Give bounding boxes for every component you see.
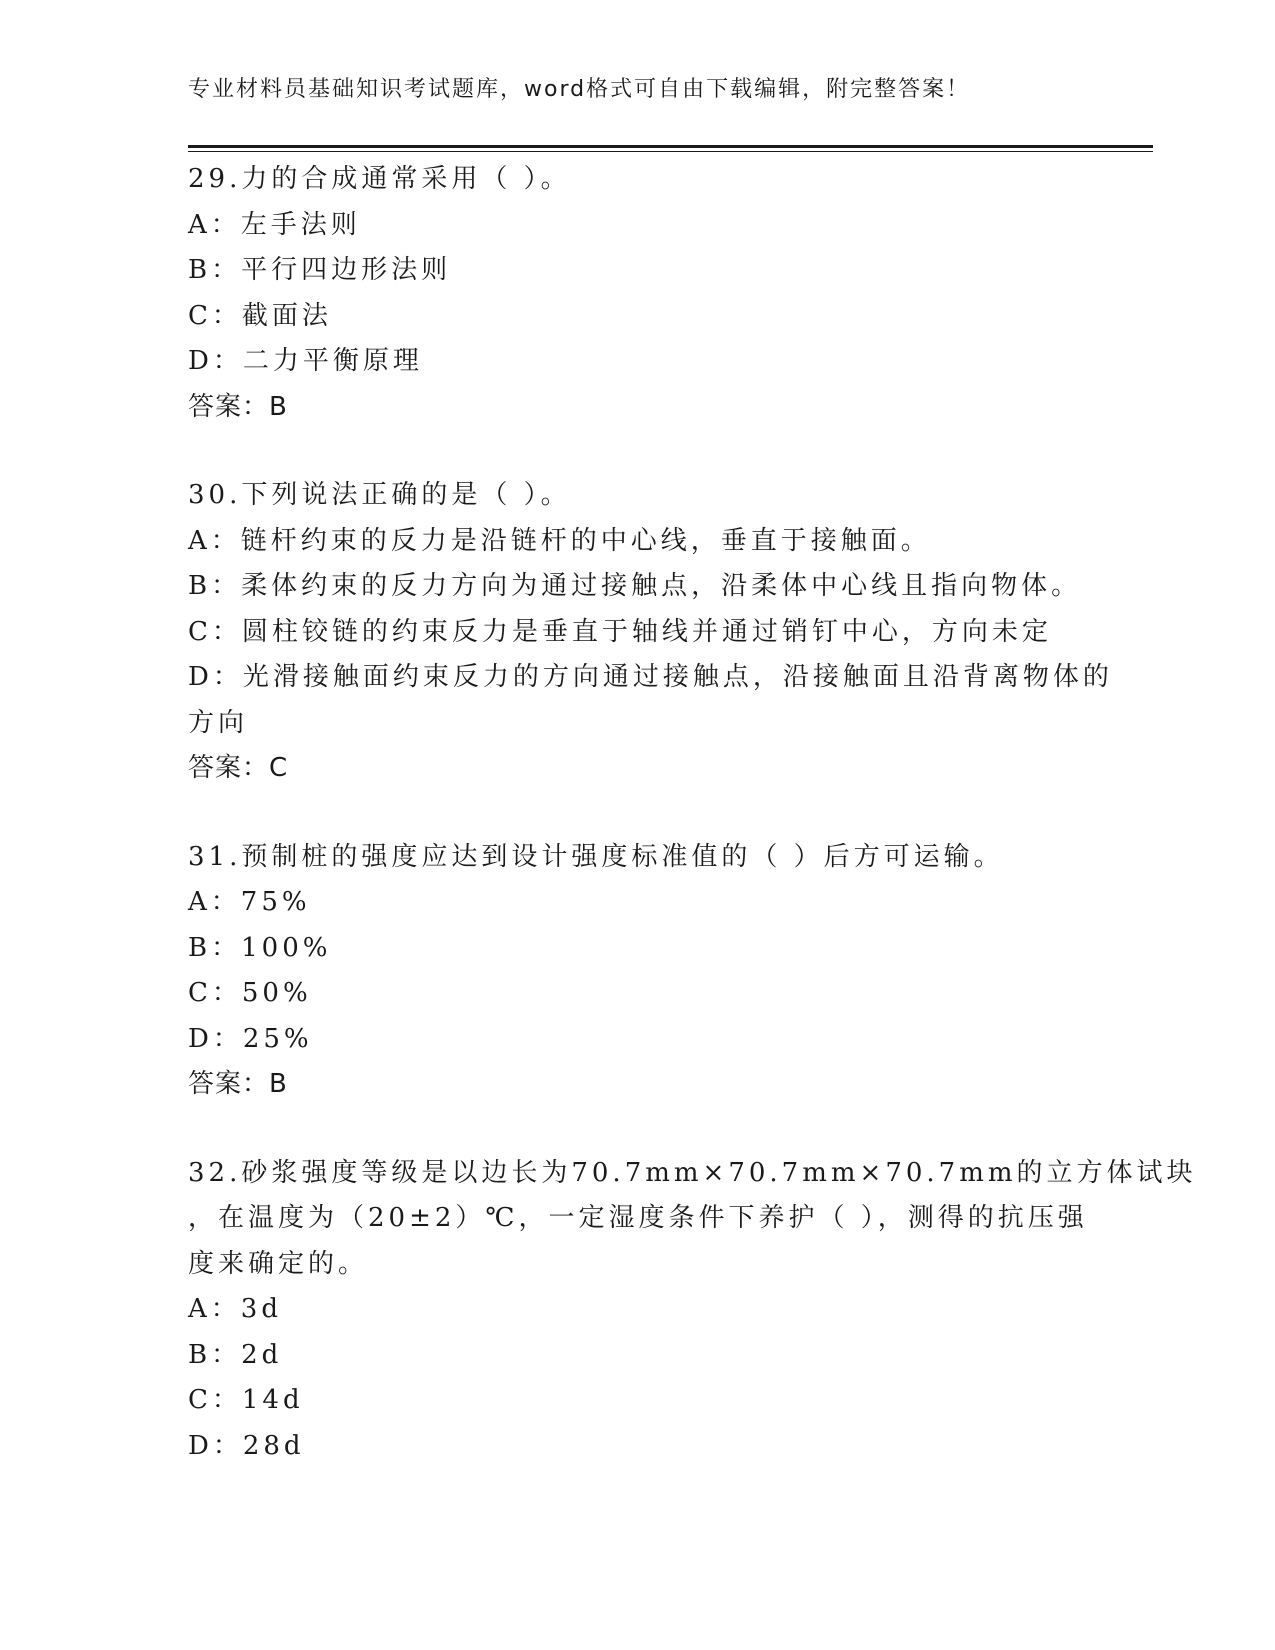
question-stem: 32.砂浆强度等级是以边长为70.7mm×70.7mm×70.7mm的立方体试块 [188,1157,1197,1188]
option-d: D：28d [188,1430,305,1461]
question-list [188,157,1197,1512]
option-b: B：100% [188,932,332,963]
option-c: C：圆柱铰链的约束反力是垂直于轴线并通过销钉中心，方向未定 [188,616,1052,647]
page-header: 专业材料员基础知识考试题库，word格式可自由下载编辑，附完整答案！ [188,77,971,102]
question-stem-line-3: 度来确定的。 [188,1248,369,1279]
option-a: A：3d [188,1294,282,1324]
question-31 [188,835,1088,1108]
answer: 答案：B [188,391,288,422]
option-c: C：50% [188,978,312,1008]
option-c: C：14d [188,1385,304,1415]
question-30 [188,473,1113,792]
option-d-continued: 方向 [188,707,249,738]
header-divider [188,145,1153,148]
answer: 答案：B [188,1069,288,1099]
question-29 [188,157,1088,430]
option-d: D：二力平衡原理 [188,346,423,376]
option-c: C：截面法 [188,300,332,331]
question-stem: 31.预制桩的强度应达到设计强度标准值的（ ）后方可运输。 [188,841,1004,872]
option-b: B：平行四边形法则 [188,255,452,285]
header-divider-thin [188,151,1153,152]
option-b: B：柔体约束的反力方向为通过接触点，沿柔体中心线且指向物体。 [188,571,1082,601]
question-stem: 29.力的合成通常采用（ ）。 [188,164,571,194]
option-d: D：光滑接触面约束反力的方向通过接触点，沿接触面且沿背离物体的 [188,662,1113,692]
answer: 答案：C [188,753,289,783]
question-stem: 30.下列说法正确的是（ ）。 [188,480,571,510]
option-b: B：2d [188,1339,283,1370]
question-stem-line-2: ，在温度为（20±2）℃，一定湿度条件下养护（ ），测得的抗压强 [188,1203,1088,1233]
option-d: D：25% [188,1023,313,1054]
option-a: A：75% [188,887,311,917]
option-a: A：链杆约束的反力是沿链杆的中心线，垂直于接触面。 [188,525,931,556]
option-a: A：左手法则 [188,209,361,240]
question-32 [188,1151,1197,1470]
